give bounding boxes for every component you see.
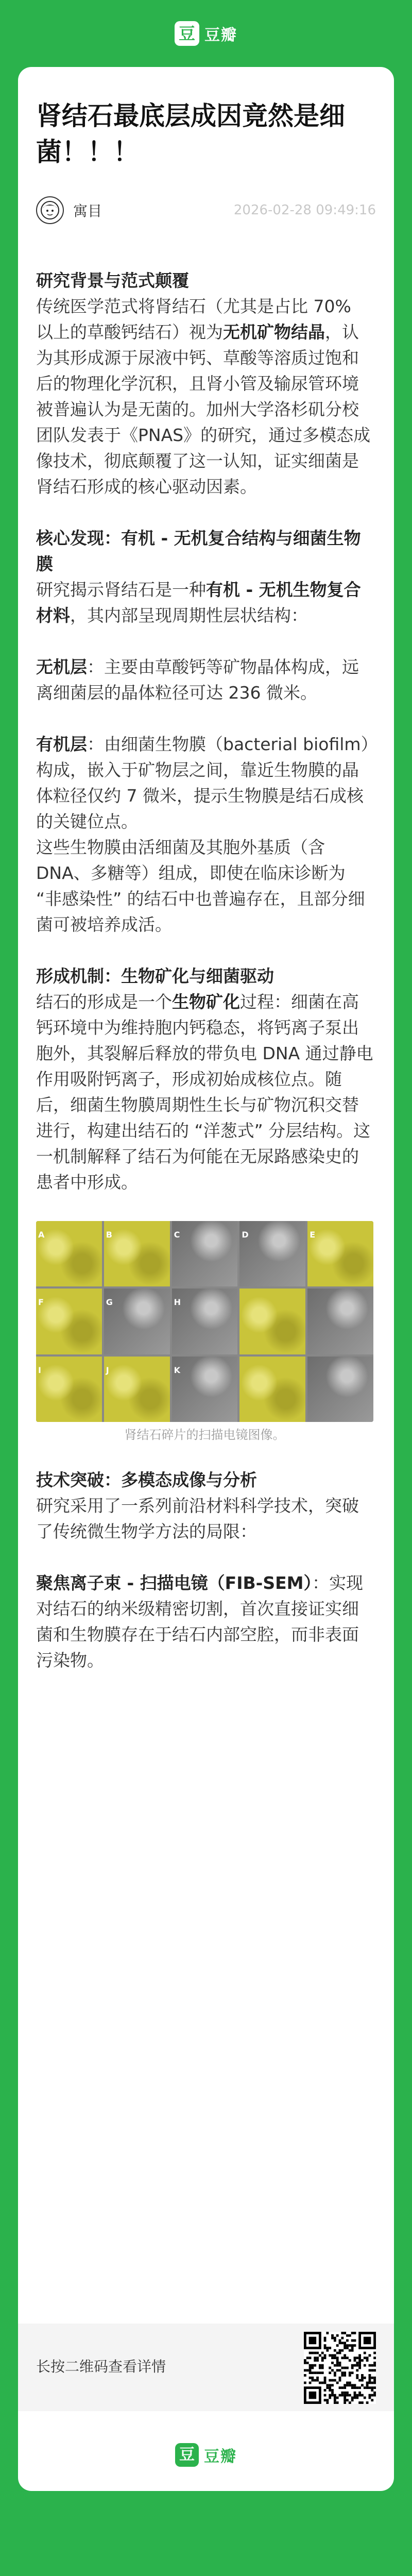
sem-image-panel xyxy=(104,1357,170,1422)
bold-text: 有机层 xyxy=(36,734,87,754)
fibsem-item xyxy=(36,1570,373,1673)
section-technology xyxy=(36,1467,373,1545)
paragraph-text: ，认为其形成源于尿液中钙、草酸等溶质过饱和后的物理化学沉积，且肾小管及输尿管环境被普遍认为是无菌的。加州大学洛杉矶分校团队发表于《PNAS》的研究，通过多模态成像技术，彻底颠覆了这一认知，证实细菌是肾结石形成的核心驱动因素。 xyxy=(36,322,371,497)
section-heading: 研究背景与范式颠覆 xyxy=(36,270,189,291)
section-core-finding xyxy=(36,526,373,629)
qr-hint-text: 长按二维码查看详情 xyxy=(36,2358,166,2375)
sem-image-panel xyxy=(239,1221,305,1286)
sem-image-panel xyxy=(172,1357,238,1422)
panel-label: B xyxy=(106,1230,112,1240)
article-title: 肾结石最底层成因竟然是细菌！！！ xyxy=(36,101,345,167)
panel-label: J xyxy=(106,1365,109,1375)
sem-figure[interactable] xyxy=(36,1221,373,1422)
bold-text: 聚焦离子束 - 扫描电镜（FIB-SEM） xyxy=(36,1573,312,1593)
bold-text: 有机 - 无机生物复合材料 xyxy=(36,580,361,625)
article-card xyxy=(18,67,394,2491)
sem-image-panel xyxy=(172,1289,238,1354)
bold-text: 无机层 xyxy=(36,657,87,677)
bottom-logo xyxy=(18,2437,394,2473)
section-mechanism xyxy=(36,963,373,1195)
paragraph-text: 结石的形成是一个 xyxy=(36,992,172,1012)
author-name[interactable]: 寓目 xyxy=(73,202,102,219)
sem-image-panel xyxy=(36,1357,102,1422)
paragraph-text: 研究揭示肾结石是一种 xyxy=(36,580,206,600)
sem-image-panel xyxy=(36,1221,102,1286)
sem-image-panel xyxy=(104,1221,170,1286)
top-header xyxy=(0,0,412,67)
paragraph-text: ：由细菌生物膜（bacterial biofilm）构成，嵌入于矿物层之间，靠近生物膜的晶体粒径仅约 7 微米，提示生物膜是结石成核的关键位点。 xyxy=(36,734,370,832)
sem-image-panel xyxy=(239,1357,305,1422)
paragraph-text: 研究采用了一系列前沿材料科学技术，突破了传统微生物学方法的局限： xyxy=(36,1496,359,1541)
qr-code-icon[interactable] xyxy=(304,2332,376,2404)
panel-label: I xyxy=(38,1365,41,1375)
section-heading: 核心发现：有机 - 无机复合结构与细菌生物膜 xyxy=(36,528,361,574)
paragraph-text: ：实现对结石的纳米级精密切割，首次直接证实细菌和生物膜存在于结石内部空腔，而非表面污染物。 xyxy=(36,1573,363,1670)
sem-image-panel xyxy=(307,1357,373,1422)
section-heading: 技术突破：多模态成像与分析 xyxy=(36,1470,257,1490)
figure-caption: 肾结石碎片的扫描电镜图像。 xyxy=(124,1428,285,1442)
avatar-drawing xyxy=(40,200,60,221)
paragraph-text: ，其内部呈现周期性层状结构： xyxy=(70,605,308,625)
sem-image-panel xyxy=(172,1221,238,1286)
paragraph-text: 传统医学范式将肾结石（尤其是占比 70% 以上的草酸钙结石）视为 xyxy=(36,296,351,342)
sem-image-panel xyxy=(307,1289,373,1354)
section-heading: 形成机制：生物矿化与细菌驱动 xyxy=(36,966,274,986)
panel-label: C xyxy=(174,1230,180,1240)
panel-label: K xyxy=(174,1365,180,1375)
panel-label: H xyxy=(174,1297,181,1308)
organic-layer-item xyxy=(36,732,373,938)
sem-image-panel xyxy=(239,1289,305,1354)
app-name: 豆瓣 xyxy=(204,26,237,44)
paragraph-text: 过程：细菌在高钙环境中为维持胞内钙稳态，将钙离子泵出胞外，其裂解后释放的带负电 DNA 通过静电作用吸附钙离子，形成初始成核位点。随后，细菌生物膜周期性生长与矿物沉积交替进行，构建出结石的 “洋葱式” 分层结构。这一机制解释了结石为何能在无尿路感染史的患者中形成。 xyxy=(36,992,373,1192)
article-body xyxy=(36,268,373,1699)
douban-logo-icon: 豆 xyxy=(175,2443,199,2467)
douban-logo-icon: 豆 xyxy=(175,21,199,46)
paragraph-text: ：主要由草酸钙等矿物晶体构成，远离细菌层的晶体粒径可达 236 微米。 xyxy=(36,657,359,703)
bold-text: 无机矿物结晶 xyxy=(223,322,325,342)
sem-image-panel xyxy=(36,1289,102,1354)
panel-label: F xyxy=(38,1297,44,1308)
author-row xyxy=(36,195,376,226)
panel-label: D xyxy=(242,1230,249,1240)
panel-label: A xyxy=(38,1230,45,1240)
paragraph-text: 这些生物膜由活细菌及其胞外基质（含 DNA、多糖等）组成，即使在临床诊断为 “非感染性” 的结石中也普遍存在，且部分细菌可被培养成活。 xyxy=(36,837,365,935)
bold-text: 生物矿化 xyxy=(172,992,240,1012)
qr-footer xyxy=(18,2324,394,2411)
inorganic-layer-item xyxy=(36,654,373,706)
panel-label: E xyxy=(310,1230,316,1240)
post-timestamp: 2026-02-28 09:49:16 xyxy=(233,202,376,218)
sem-image-panel xyxy=(307,1221,373,1286)
section-background xyxy=(36,268,373,500)
sem-image-panel xyxy=(104,1289,170,1354)
app-name: 豆瓣 xyxy=(204,2448,237,2466)
panel-label: G xyxy=(106,1297,113,1308)
avatar-icon[interactable] xyxy=(36,196,64,224)
